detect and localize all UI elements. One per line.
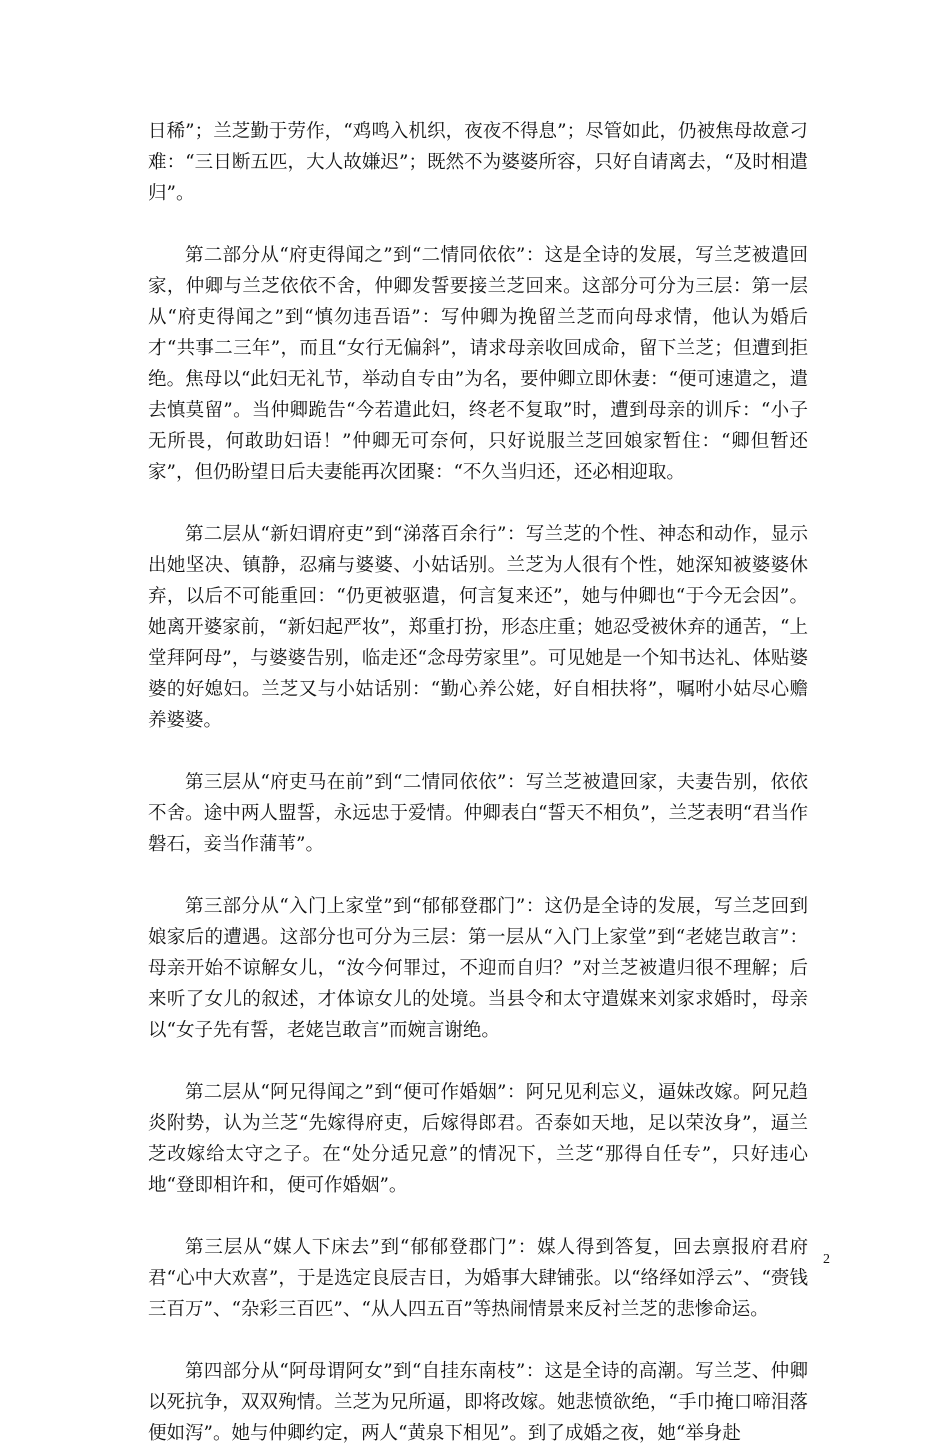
document-body [148, 116, 808, 1449]
paragraph-1: 日稀”；兰芝勤于劳作，“鸡鸣入机织，夜夜不得息”；尽管如此，仍被焦母故意刁难：“三日断五匹，大人故嫌迟”；既然不为婆婆所容，只好自请离去，“及时相遣归”。 [148, 121, 808, 204]
paragraph-3: 第二层从“新妇谓府吏”到“涕落百余行”：写兰芝的个性、神态和动作，显示出她坚决、镇静，忍痛与婆婆、小姑话别。兰芝为人很有个性，她深知被婆婆休弃，以后不可能重回：“仍更被驱遣，何言复来还”，她与仲卿也“于今无会因”。她离开婆家前，“新妇起严妆”，郑重打扮，形态庄重；她忍受被休弃的通苦，“上堂拜阿母”，与婆婆告别，临走还“念母劳家里”。可见她是一个知书达礼、体贴婆婆的好媳妇。兰芝又与小姑话别：“勤心养公姥，好自相扶将”，嘱咐小姑尽心赡养婆婆。 [148, 524, 808, 731]
paragraph-5: 第三部分从“入门上家堂”到“郁郁登郡门”：这仍是全诗的发展，写兰芝回到娘家后的遭遇。这部分也可分为三层：第一层从“入门上家堂”到“老姥岂敢言”：母亲开始不谅解女儿，“汝今何罪过，不迎而自归？”对兰芝被遣归很不理解；后来听了女儿的叙述，才体谅女儿的处境。当县令和太守遣媒来刘家求婚时，母亲以“女子先有誓，老姥岂敢言”而婉言谢绝。 [148, 896, 808, 1041]
paragraph-2: 第二部分从“府吏得闻之”到“二情同依依”：这是全诗的发展，写兰芝被遣回家，仲卿与兰芝依依不舍，仲卿发誓要接兰芝回来。这部分可分为三层：第一层从“府吏得闻之”到“慎勿违吾语”：写仲卿为挽留兰芝而向母求情，他认为婚后才“共事二三年”，而且“女行无偏斜”，请求母亲收回成命，留下兰芝；但遭到拒绝。焦母以“此妇无礼节，举动自专由”为名，要仲卿立即休妻：“便可速遣之，遣去慎莫留”。当仲卿跪告“今若遣此妇，终老不复取”时，遭到母亲的训斥：“小子无所畏，何敢助妇语！”仲卿无可奈何，只好说服兰芝回娘家暂住：“卿但暂还家”，但仍盼望日后夫妻能再次团聚：“不久当归还，还必相迎取。 [148, 245, 808, 483]
paragraph-4: 第三层从“府吏马在前”到“二情同依依”：写兰芝被遣回家，夫妻告别，依依不舍。途中两人盟誓，永远忠于爱情。仲卿表白“誓天不相负”，兰芝表明“君当作磐石，妾当作蒲苇”。 [148, 772, 808, 855]
paragraph-8: 第四部分从“阿母谓阿女”到“自挂东南枝”：这是全诗的高潮。写兰芝、仲卿以死抗争，双双殉情。兰芝为兄所逼，即将改嫁。她悲愤欲绝，“手巾掩口啼泪落便如泻”。她与仲卿约定，两人“黄泉下相见”。到了成婚之夜，她“举身赴 [148, 1361, 808, 1444]
paragraph-7: 第三层从“媒人下床去”到“郁郁登郡门”：媒人得到答复，回去禀报府君府君“心中大欢喜”，于是选定良辰吉日，为婚事大肆铺张。以“络绎如浮云”、“赍钱三百万”、“杂彩三百匹”、“从人四五百”等热闹情景来反衬兰芝的悲惨命运。 [148, 1237, 808, 1320]
page-number: 2 [823, 1252, 830, 1267]
paragraph-6: 第二层从“阿兄得闻之”到“便可作婚姻”：阿兄见利忘义，逼妹改嫁。阿兄趋炎附势，认为兰芝“先嫁得府吏，后嫁得郎君。否泰如天地，足以荣汝身”，逼兰芝改嫁给太守之子。在“处分适兄意”的情况下，兰芝“那得自任专”，只好违心地“登即相许和，便可作婚姻”。 [148, 1082, 808, 1196]
